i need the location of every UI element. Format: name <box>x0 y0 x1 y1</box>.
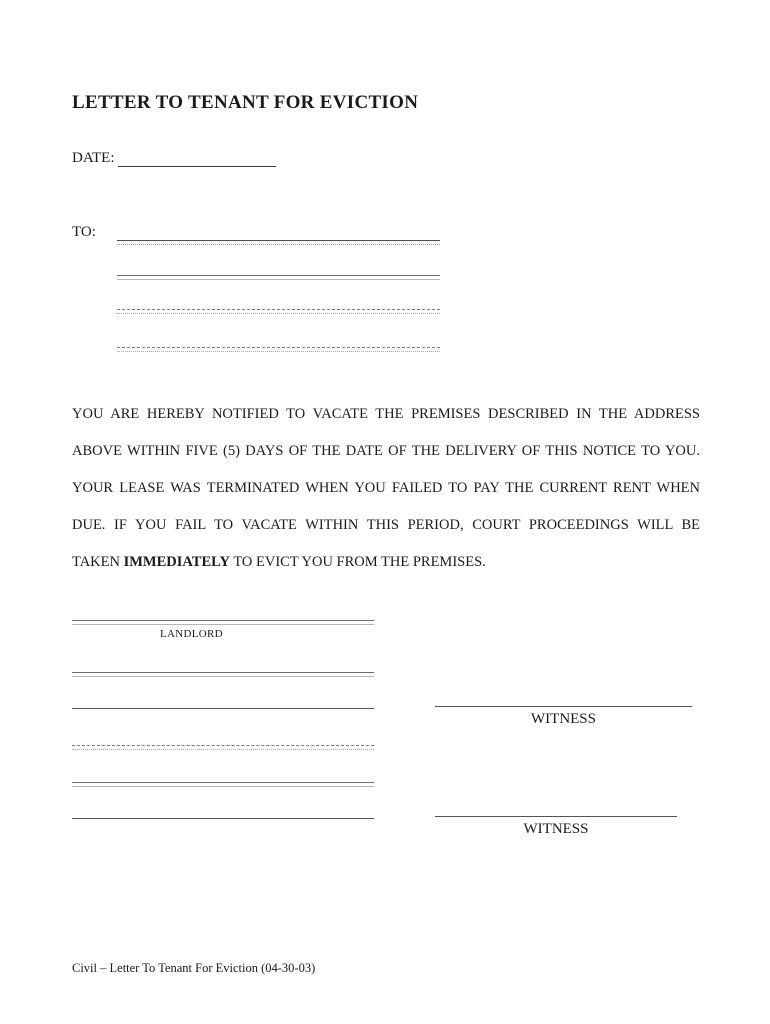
to-fill-line-3[interactable] <box>117 309 440 314</box>
body-line-5-prefix: TAKEN <box>72 554 124 570</box>
landlord-signature-line[interactable] <box>72 620 374 625</box>
signature-extra-line-2[interactable] <box>72 708 374 712</box>
signature-extra-line-3[interactable] <box>72 745 374 750</box>
date-field-label: DATE: <box>72 150 115 166</box>
body-line-4: DUE. IF YOU FAIL TO VACATE WITHIN THIS PERIOD, COURT PROCEEDINGS WILL BE <box>72 517 700 533</box>
witness-signature-line-1[interactable] <box>435 706 692 709</box>
signature-extra-line-5[interactable] <box>72 818 374 822</box>
notice-body-paragraph <box>72 396 700 581</box>
body-line-3: YOUR LEASE WAS TERMINATED WHEN YOU FAILED TO PAY THE CURRENT RENT WHEN <box>72 480 700 496</box>
document-footer-reference: Civil – Letter To Tenant For Eviction (04-30-03) <box>72 961 316 975</box>
document-title: LETTER TO TENANT FOR EVICTION <box>72 92 419 113</box>
date-fill-line[interactable] <box>118 150 276 167</box>
landlord-label: LANDLORD <box>160 628 223 640</box>
date-field-row <box>72 150 276 167</box>
to-fill-line-2[interactable] <box>117 275 440 280</box>
body-line-5-bold-word: IMMEDIATELY <box>123 554 230 570</box>
witness-signature-line-2[interactable] <box>435 816 677 819</box>
witness-label-2: WITNESS <box>523 821 589 837</box>
witness-label-1: WITNESS <box>531 711 596 727</box>
signature-extra-line-4[interactable] <box>72 782 374 787</box>
signature-extra-line-1[interactable] <box>72 672 374 677</box>
to-fill-line-4[interactable] <box>117 347 440 352</box>
body-line-5-suffix: TO EVICT YOU FROM THE PREMISES. <box>229 554 486 570</box>
to-field-label: TO: <box>72 224 96 240</box>
body-line-5 <box>72 544 700 581</box>
body-line-2: ABOVE WITHIN FIVE (5) DAYS OF THE DATE OF THE DELIVERY OF THIS NOTICE TO YOU. <box>72 443 700 459</box>
body-line-1: YOU ARE HEREBY NOTIFIED TO VACATE THE PREMISES DESCRIBED IN THE ADDRESS <box>72 406 700 422</box>
to-fill-line-1[interactable] <box>117 240 440 245</box>
